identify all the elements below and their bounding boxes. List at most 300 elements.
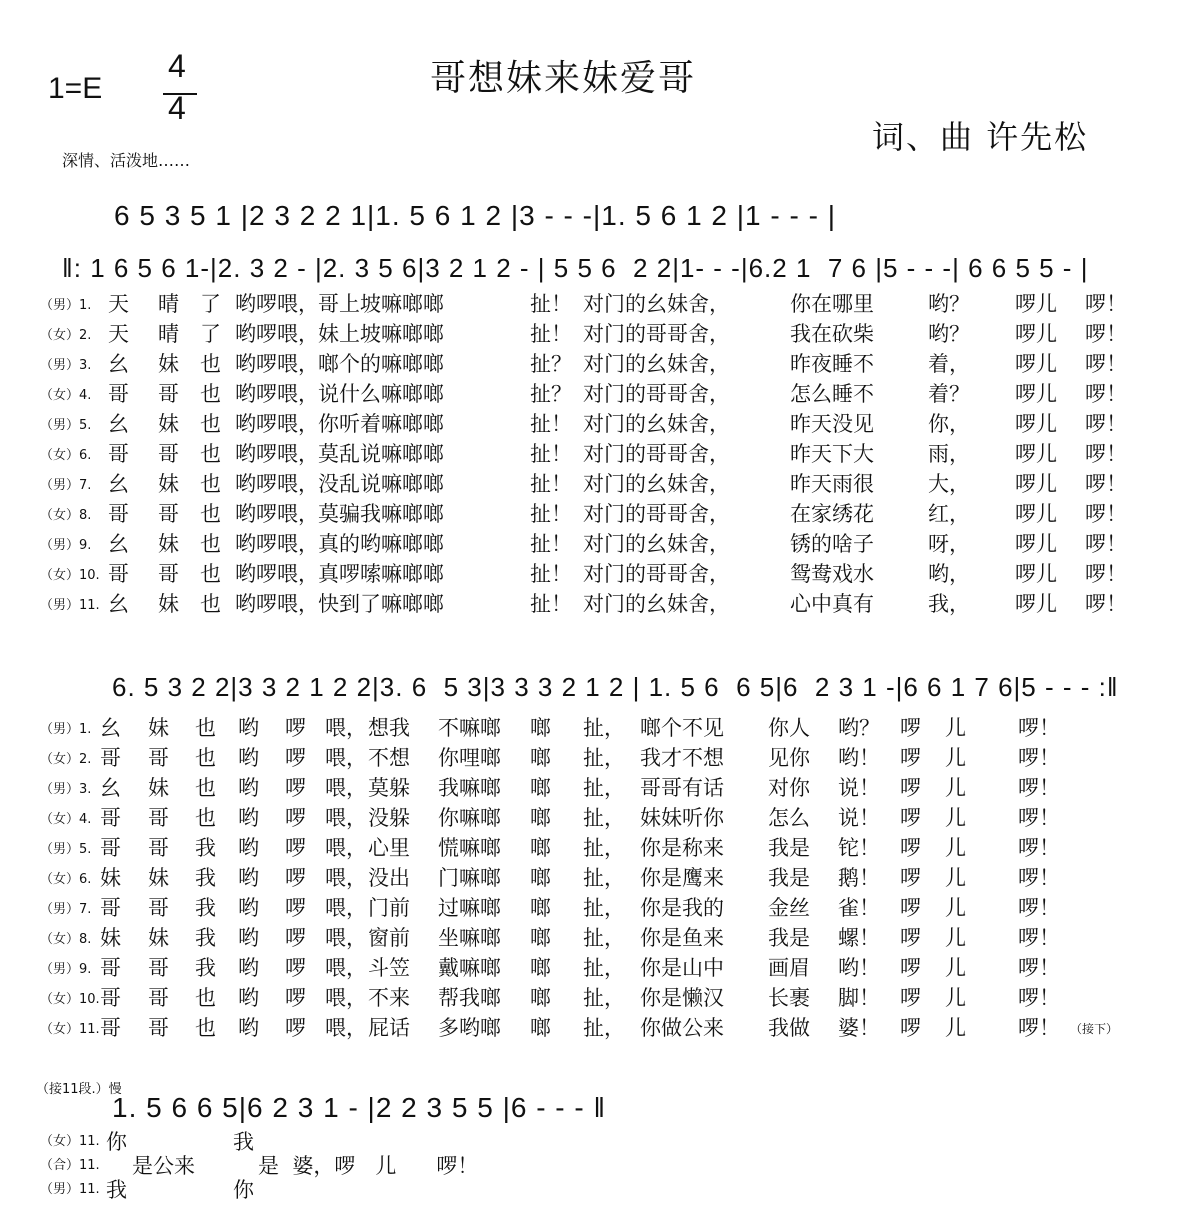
- lyric-segment: 铊！: [838, 836, 880, 860]
- lyric-segment: 啰: [285, 986, 306, 1010]
- lyric-segment: 也: [195, 776, 216, 800]
- lyric-segment: 啰儿: [1015, 352, 1057, 376]
- song-title: 哥想妹来妹爱哥: [430, 58, 697, 99]
- lyric-segment: 哥: [100, 746, 121, 770]
- lyric-line: [0, 378, 1178, 408]
- lyric-segment: 哟啰喂，: [235, 502, 319, 526]
- lyric-segment: 对门的幺妹舍，: [583, 532, 730, 556]
- lyric-segment: 啰！: [1018, 896, 1060, 920]
- verse-label: （男）11.: [40, 1182, 100, 1197]
- lyric-segment: 你是鹰来: [640, 866, 724, 890]
- lyric-segment: 哟啰喂，: [235, 352, 319, 376]
- lyric-segment: 也: [200, 562, 221, 586]
- lyric-segment: 啷: [530, 956, 551, 980]
- lyric-segment: 哥: [148, 896, 169, 920]
- lyric-segment: 哟啰喂，: [235, 292, 319, 316]
- lyric-segment: 啰: [285, 746, 306, 770]
- lyric-segment: 哟！: [838, 746, 880, 770]
- coda-label: （接11段.）慢: [36, 1082, 122, 1097]
- lyric-segment: 妹: [158, 592, 179, 616]
- lyric-segment: 妹: [158, 352, 179, 376]
- lyric-line: [0, 712, 1178, 742]
- verse-label: （男）7.: [40, 902, 92, 917]
- lyric-segment: 啰: [285, 1016, 306, 1040]
- lyric-line: [0, 952, 1178, 982]
- coda-notation: 1. 5 6 6 5|6 2 3 1 - |2 2 3 5 5 |6 - - - ‖: [112, 1092, 607, 1123]
- lyric-segment: 也: [195, 716, 216, 740]
- lyric-segment: 在家绣花: [790, 502, 874, 526]
- lyric-segment: 啰！: [1085, 442, 1127, 466]
- lyric-segment: 哥: [148, 836, 169, 860]
- lyric-segment: 晴: [158, 322, 179, 346]
- lyric-line: [0, 318, 1178, 348]
- lyric-segment: 也: [195, 1016, 216, 1040]
- lyric-segment: 你是山中: [640, 956, 724, 980]
- verse-label: （男）3.: [40, 782, 92, 797]
- lyric-segment: 啰儿: [1015, 442, 1057, 466]
- lyric-segment: 你嘛啷: [438, 806, 501, 830]
- lyric-segment: 对门的幺妹舍，: [583, 592, 730, 616]
- lyric-segment: 哟: [238, 836, 259, 860]
- verse-label: （合）11.: [40, 1158, 100, 1173]
- lyric-segment: 说什么嘛啷啷: [318, 382, 444, 406]
- lyric-segment: 哟: [238, 776, 259, 800]
- lyric-segment: 儿: [945, 896, 966, 920]
- lyric-segment: 哥上坡嘛啷啷: [318, 292, 444, 316]
- lyric-segment: 妹: [148, 926, 169, 950]
- lyric-segment: 你: [233, 1178, 254, 1202]
- lyric-segment: 也: [200, 502, 221, 526]
- lyric-line: [0, 742, 1178, 772]
- lyric-segment: 也: [195, 986, 216, 1010]
- lyric-segment: 说！: [838, 806, 880, 830]
- section2-notation: 6. 5 3 2 2|3 3 2 1 2 2|3. 6 5 3|3 3 3 2 1 2 | 1. 5 6 6 5|6 2 3 1 -|6 6 1 7 6|5 - - - :‖: [112, 672, 1119, 702]
- lyric-segment: 啷个的嘛啷啷: [318, 352, 444, 376]
- lyric-segment: 扯？: [530, 382, 572, 406]
- lyric-segment: 啰！: [1018, 1016, 1060, 1040]
- lyric-segment: 对门的哥哥舍，: [583, 502, 730, 526]
- lyric-line: [0, 982, 1178, 1012]
- lyric-segment: 啷: [530, 716, 551, 740]
- lyric-segment: 帮我啷: [438, 986, 501, 1010]
- lyric-segment: 啰: [900, 866, 921, 890]
- lyric-segment: 也: [200, 472, 221, 496]
- lyric-segment: 我是: [768, 836, 810, 860]
- lyric-segment: 我: [195, 896, 216, 920]
- lyric-segment: 幺: [108, 412, 129, 436]
- lyric-segment: 着，: [928, 352, 970, 376]
- lyric-segment: 啷: [530, 896, 551, 920]
- lyric-segment: 妹: [158, 472, 179, 496]
- lyric-segment: 哟？: [928, 322, 970, 346]
- lyric-segment: 锈的啥子: [790, 532, 874, 556]
- lyric-segment: 坐嘛啷: [438, 926, 501, 950]
- lyric-segment: 啷: [530, 986, 551, 1010]
- lyric-segment: 扯！: [530, 292, 572, 316]
- lyric-segment: 画眉: [768, 956, 810, 980]
- lyric-segment: 多哟啷: [438, 1016, 501, 1040]
- lyric-segment: 哥: [100, 1016, 121, 1040]
- lyric-segment: 扯，: [583, 806, 625, 830]
- lyric-segment: 啰: [285, 716, 306, 740]
- lyric-segment: 昨天雨很: [790, 472, 874, 496]
- lyric-segment: 喂，: [325, 806, 367, 830]
- lyric-segment: 了: [200, 322, 221, 346]
- lyric-segment: 真啰嗦嘛啷啷: [318, 562, 444, 586]
- lyric-segment: 对门的哥哥舍，: [583, 322, 730, 346]
- lyric-segment: 是 婆，啰 儿 啰！: [258, 1154, 479, 1178]
- lyric-segment: 哟啰喂，: [235, 592, 319, 616]
- lyric-segment: 幺: [108, 472, 129, 496]
- lyric-segment: 莫骗我嘛啷啷: [318, 502, 444, 526]
- lyric-segment: 对你: [768, 776, 810, 800]
- lyric-segment: 也: [200, 352, 221, 376]
- lyric-segment: 啰儿: [1015, 292, 1057, 316]
- lyric-segment: 扯，: [583, 746, 625, 770]
- lyric-segment: 我: [195, 926, 216, 950]
- lyric-segment: 扯，: [583, 926, 625, 950]
- lyric-segment: 妹妹听你: [640, 806, 724, 830]
- lyric-segment: 啰: [285, 956, 306, 980]
- lyric-segment: 啰: [285, 926, 306, 950]
- lyric-segment: 也: [195, 746, 216, 770]
- lyric-segment: 螺！: [838, 926, 880, 950]
- lyric-segment: 哥: [158, 442, 179, 466]
- lyric-segment: 啰！: [1085, 592, 1127, 616]
- lyric-segment: 哥: [100, 896, 121, 920]
- lyric-segment: 我: [106, 1178, 127, 1202]
- lyric-segment: 扯，: [583, 836, 625, 860]
- lyric-segment: 啰！: [1085, 382, 1127, 406]
- verse-label: （女）10.: [40, 992, 100, 1007]
- lyric-segment: 莫乱说嘛啷啷: [318, 442, 444, 466]
- lyric-segment: 哥: [148, 1016, 169, 1040]
- lyric-segment: 昨天没见: [790, 412, 874, 436]
- lyric-segment: 喂，: [325, 986, 367, 1010]
- lyric-segment: 屁话: [368, 1016, 410, 1040]
- lyric-segment: 你哩啷: [438, 746, 501, 770]
- lyric-segment: 妹: [148, 716, 169, 740]
- lyric-segment: 啷: [530, 806, 551, 830]
- lyric-segment: 婆！: [838, 1016, 880, 1040]
- lyric-segment: 妹: [148, 776, 169, 800]
- lyric-segment: 大，: [928, 472, 970, 496]
- lyric-segment: 啰儿: [1015, 562, 1057, 586]
- continue-note: （接下）: [1070, 1022, 1119, 1036]
- lyric-segment: 幺: [100, 716, 121, 740]
- lyric-segment: 啰: [900, 986, 921, 1010]
- lyric-segment: 也: [200, 532, 221, 556]
- verse-label: （男）9.: [40, 962, 92, 977]
- lyric-segment: 啷: [530, 866, 551, 890]
- lyric-segment: 哥: [158, 382, 179, 406]
- lyric-segment: 扯，: [583, 1016, 625, 1040]
- lyric-segment: 呀，: [928, 532, 970, 556]
- lyric-segment: 啰: [900, 746, 921, 770]
- verse-label: （女）10.: [40, 568, 100, 583]
- lyric-segment: 莫躲: [368, 776, 410, 800]
- lyric-segment: 儿: [945, 1016, 966, 1040]
- lyric-line: [0, 408, 1178, 438]
- lyric-line: [0, 892, 1178, 922]
- lyric-segment: 我: [195, 866, 216, 890]
- lyric-segment: 扯，: [583, 866, 625, 890]
- lyric-segment: 啰！: [1018, 836, 1060, 860]
- lyric-segment: 说！: [838, 776, 880, 800]
- lyric-segment: 喂，: [325, 776, 367, 800]
- lyric-segment: 啰！: [1018, 956, 1060, 980]
- lyric-segment: 儿: [945, 746, 966, 770]
- lyric-segment: 哟: [238, 926, 259, 950]
- lyric-segment: 也: [200, 592, 221, 616]
- lyric-segment: 哟，: [928, 562, 970, 586]
- lyric-segment: 心中真有: [790, 592, 874, 616]
- lyric-segment: 幺: [108, 592, 129, 616]
- lyric-segment: 啰: [900, 836, 921, 860]
- lyric-segment: 想我: [368, 716, 410, 740]
- lyric-segment: 扯，: [583, 956, 625, 980]
- lyric-segment: 扯！: [530, 532, 572, 556]
- lyric-segment: 扯？: [530, 352, 572, 376]
- lyric-segment: 扯！: [530, 592, 572, 616]
- lyric-segment: 对门的哥哥舍，: [583, 382, 730, 406]
- lyric-segment: 啰儿: [1015, 322, 1057, 346]
- lyric-segment: 着？: [928, 382, 970, 406]
- lyric-segment: 啰: [900, 776, 921, 800]
- lyric-segment: 啰！: [1085, 352, 1127, 376]
- lyric-segment: 儿: [945, 926, 966, 950]
- lyric-segment: 哥哥有话: [640, 776, 724, 800]
- lyric-segment: 啷: [530, 776, 551, 800]
- lyric-segment: 你听着嘛啷啷: [318, 412, 444, 436]
- lyric-segment: 你人: [768, 716, 810, 740]
- lyric-segment: 你: [106, 1130, 127, 1154]
- lyric-segment: 啰: [285, 866, 306, 890]
- lyric-segment: 哟: [238, 806, 259, 830]
- lyric-segment: 扯！: [530, 502, 572, 526]
- lyric-segment: 哟: [238, 956, 259, 980]
- lyric-segment: 真的哟嘛啷啷: [318, 532, 444, 556]
- lyric-segment: 幺: [100, 776, 121, 800]
- verse-label: （女）2.: [40, 328, 92, 343]
- lyric-segment: 喂，: [325, 866, 367, 890]
- lyric-segment: 扯！: [530, 322, 572, 346]
- lyric-segment: 啰儿: [1015, 502, 1057, 526]
- lyric-segment: 哟啰喂，: [235, 322, 319, 346]
- lyric-segment: 哥: [108, 382, 129, 406]
- lyric-segment: 对门的幺妹舍，: [583, 412, 730, 436]
- lyric-segment: 晴: [158, 292, 179, 316]
- lyric-segment: 红，: [928, 502, 970, 526]
- section1-notation: ‖: 1 6 5 6 1-|2. 3 2 - |2. 3 5 6|3 2 1 2 - | 5 5 6 2 2|1- - -|6.2 1 7 6 |5 - - -| 6 6 5 5 - |: [62, 253, 1089, 283]
- key-signature: 1=E: [48, 72, 103, 105]
- verse-label: （男）9.: [40, 538, 92, 553]
- lyric-segment: 哥: [100, 836, 121, 860]
- verse-label: （男）7.: [40, 478, 92, 493]
- lyric-segment: 我是: [768, 926, 810, 950]
- lyric-segment: 没躲: [368, 806, 410, 830]
- lyric-segment: 哟: [238, 896, 259, 920]
- lyric-segment: 雀！: [838, 896, 880, 920]
- lyric-segment: 啰儿: [1015, 592, 1057, 616]
- lyric-segment: 啰！: [1085, 562, 1127, 586]
- verse-label: （女）6.: [40, 448, 92, 463]
- lyric-segment: 啰: [285, 836, 306, 860]
- lyric-segment: 妹: [100, 926, 121, 950]
- lyric-segment: 也: [195, 806, 216, 830]
- lyric-segment: 我嘛啷: [438, 776, 501, 800]
- lyric-segment: 戴嘛啷: [438, 956, 501, 980]
- lyric-segment: 啷: [530, 1016, 551, 1040]
- lyric-segment: 对门的哥哥舍，: [583, 442, 730, 466]
- lyric-segment: 是公来: [132, 1154, 195, 1178]
- lyric-segment: 啰！: [1018, 806, 1060, 830]
- lyric-segment: 啰！: [1018, 746, 1060, 770]
- lyric-segment: 你做公来: [640, 1016, 724, 1040]
- lyric-line: [0, 438, 1178, 468]
- lyric-segment: 慌嘛啷: [438, 836, 501, 860]
- lyric-segment: 你，: [928, 412, 970, 436]
- lyric-segment: 啰！: [1018, 986, 1060, 1010]
- lyric-segment: 怎么: [768, 806, 810, 830]
- lyric-segment: 啰！: [1085, 502, 1127, 526]
- lyric-segment: 幺: [108, 532, 129, 556]
- lyric-segment: 也: [200, 412, 221, 436]
- lyric-segment: 啰: [285, 806, 306, 830]
- lyric-segment: 啷: [530, 836, 551, 860]
- lyric-segment: 心里: [368, 836, 410, 860]
- tempo-marking: 深情、活泼地……: [62, 151, 191, 170]
- lyric-segment: 哥: [100, 806, 121, 830]
- lyric-segment: 扯，: [583, 896, 625, 920]
- lyric-segment: 你是鱼来: [640, 926, 724, 950]
- lyric-segment: 啰！: [1085, 322, 1127, 346]
- lyric-segment: 儿: [945, 836, 966, 860]
- lyric-segment: 见你: [768, 746, 810, 770]
- lyric-segment: 妹: [100, 866, 121, 890]
- lyric-segment: 哥: [100, 956, 121, 980]
- lyric-segment: 脚！: [838, 986, 880, 1010]
- lyric-segment: 啷: [530, 926, 551, 950]
- lyric-segment: 啰: [285, 776, 306, 800]
- lyric-segment: 我: [195, 956, 216, 980]
- lyric-segment: 扯！: [530, 442, 572, 466]
- verse-label: （女）2.: [40, 752, 92, 767]
- verse-label: （男）5.: [40, 418, 92, 433]
- lyric-segment: 天: [108, 322, 129, 346]
- lyric-segment: 啰儿: [1015, 382, 1057, 406]
- lyric-segment: 啰！: [1085, 412, 1127, 436]
- lyric-segment: 没出: [368, 866, 410, 890]
- lyric-segment: 啰儿: [1015, 472, 1057, 496]
- lyric-segment: 你是我的: [640, 896, 724, 920]
- lyric-segment: 啰儿: [1015, 412, 1057, 436]
- lyric-segment: 扯，: [583, 986, 625, 1010]
- lyric-segment: 哥: [108, 562, 129, 586]
- lyric-segment: 哟: [238, 716, 259, 740]
- lyric-segment: 扯！: [530, 412, 572, 436]
- time-signature-top: 4: [168, 48, 186, 84]
- lyric-line: [0, 528, 1178, 558]
- lyric-segment: 我做: [768, 1016, 810, 1040]
- lyric-segment: 妹: [148, 866, 169, 890]
- lyric-segment: 哟啰喂，: [235, 412, 319, 436]
- lyric-segment: 啰: [900, 926, 921, 950]
- lyric-segment: 雨，: [928, 442, 970, 466]
- lyric-segment: 我: [233, 1130, 254, 1154]
- lyric-segment: 啰！: [1085, 472, 1127, 496]
- lyric-segment: 你在哪里: [790, 292, 874, 316]
- lyric-segment: 啰！: [1085, 292, 1127, 316]
- lyric-segment: 儿: [945, 776, 966, 800]
- verse-label: （女）4.: [40, 388, 92, 403]
- lyric-segment: 哥: [108, 442, 129, 466]
- lyric-segment: 也: [200, 382, 221, 406]
- lyric-segment: 啰: [900, 716, 921, 740]
- verse-label: （男）1.: [40, 722, 92, 737]
- lyric-line: [0, 1012, 1178, 1042]
- lyric-segment: 我在砍柴: [790, 322, 874, 346]
- lyric-segment: 对门的幺妹舍，: [583, 292, 730, 316]
- lyric-segment: 儿: [945, 866, 966, 890]
- lyric-segment: 扯！: [530, 472, 572, 496]
- lyric-segment: 天: [108, 292, 129, 316]
- lyric-segment: 喂，: [325, 896, 367, 920]
- time-signature-bottom: 4: [168, 90, 186, 126]
- author: 词、曲 许先松: [872, 118, 1089, 156]
- lyric-segment: 哥: [148, 746, 169, 770]
- lyric-segment: 哥: [148, 806, 169, 830]
- lyric-segment: 哟: [238, 746, 259, 770]
- lyric-segment: 不嘛啷: [438, 716, 501, 740]
- lyric-segment: 啰: [900, 956, 921, 980]
- lyric-segment: 对门的哥哥舍，: [583, 562, 730, 586]
- lyric-line: [0, 558, 1178, 588]
- lyric-segment: 扯！: [530, 562, 572, 586]
- lyric-segment: 长裹: [768, 986, 810, 1010]
- lyric-line: [0, 862, 1178, 892]
- lyric-segment: 我: [195, 836, 216, 860]
- lyric-segment: 也: [200, 442, 221, 466]
- verse-label: （男）1.: [40, 298, 92, 313]
- lyric-line: [0, 832, 1178, 862]
- lyric-segment: 窗前: [368, 926, 410, 950]
- lyric-segment: 妹: [158, 532, 179, 556]
- lyric-segment: 哟: [238, 986, 259, 1010]
- lyric-segment: 不想: [368, 746, 410, 770]
- lyric-segment: 哥: [158, 502, 179, 526]
- lyric-segment: 儿: [945, 986, 966, 1010]
- lyric-segment: 金丝: [768, 896, 810, 920]
- lyric-segment: 哥: [148, 956, 169, 980]
- lyric-segment: 喂，: [325, 956, 367, 980]
- lyric-segment: 哟啰喂，: [235, 472, 319, 496]
- verse-label: （女）11.: [40, 1134, 100, 1149]
- lyric-segment: 了: [200, 292, 221, 316]
- verse-label: （女）11.: [40, 1022, 100, 1037]
- lyric-segment: 啰: [900, 806, 921, 830]
- lyric-segment: 斗笠: [368, 956, 410, 980]
- lyric-segment: 哥: [158, 562, 179, 586]
- verse-label: （女）6.: [40, 872, 92, 887]
- lyric-segment: 鸳鸯戏水: [790, 562, 874, 586]
- lyric-segment: 过嘛啷: [438, 896, 501, 920]
- lyric-segment: 哟: [238, 1016, 259, 1040]
- verse-label: （女）4.: [40, 812, 92, 827]
- lyric-segment: 门前: [368, 896, 410, 920]
- lyric-segment: 喂，: [325, 746, 367, 770]
- lyric-segment: 我才不想: [640, 746, 724, 770]
